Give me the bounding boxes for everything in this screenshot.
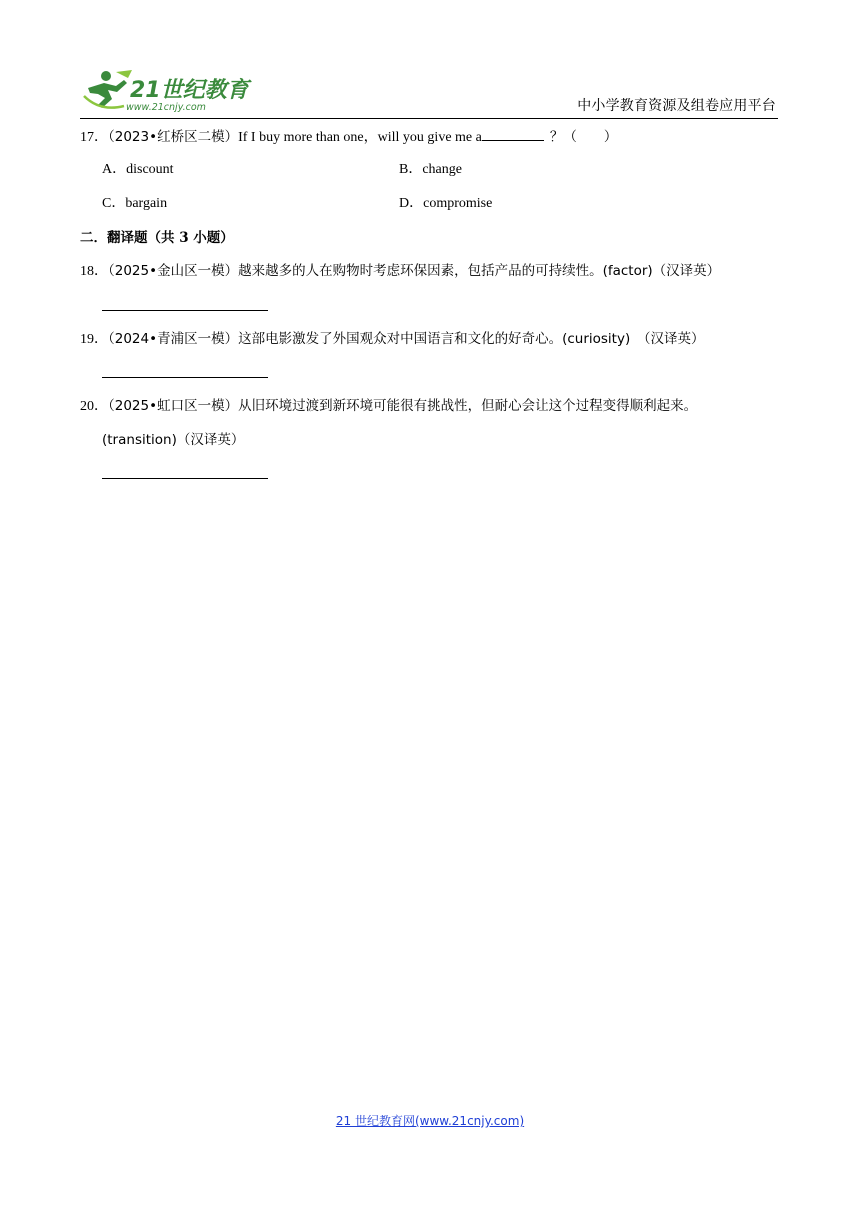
logo-sub-text: www.21cnjy.com bbox=[126, 102, 206, 113]
page-footer bbox=[0, 1112, 860, 1129]
answer-line bbox=[102, 478, 268, 479]
answer-line bbox=[102, 310, 268, 311]
question-20 bbox=[80, 397, 697, 416]
site-logo bbox=[80, 66, 260, 116]
question-text: 这部电影激发了外国观众对中国语言和文化的好奇心。(curiosity) （汉译英） bbox=[238, 331, 705, 347]
question-source: （2025•虹口区一模） bbox=[108, 398, 239, 414]
footer-link[interactable]: 21 世纪教育网(www.21cnjy.com) bbox=[335, 1114, 525, 1128]
option-letter: C． bbox=[102, 196, 126, 211]
question-18 bbox=[80, 262, 720, 281]
option-text: compromise bbox=[423, 196, 493, 211]
question-source: （2024•青浦区一模） bbox=[108, 331, 239, 347]
runner-logo-icon bbox=[84, 70, 132, 108]
option-a bbox=[102, 161, 174, 179]
question-number: 20． bbox=[80, 399, 108, 414]
page-header bbox=[80, 66, 778, 119]
question-source: （2025•金山区一模） bbox=[108, 263, 239, 279]
question-text: 越来越多的人在购物时考虑环保因素，包括产品的可持续性。(factor)（汉译英） bbox=[238, 263, 721, 279]
question-text: If I buy more than one，will you give me a bbox=[238, 130, 482, 145]
option-letter: B． bbox=[399, 162, 423, 177]
question-19 bbox=[80, 330, 704, 349]
question-text: 从旧环境过渡到新环境可能很有挑战性，但耐心会让这个过程变得顺利起来。 bbox=[238, 398, 698, 414]
question-17 bbox=[80, 127, 617, 147]
option-text: change bbox=[422, 162, 462, 177]
option-letter: D． bbox=[399, 196, 424, 211]
question-source: （2023•红桥区二模） bbox=[108, 129, 239, 145]
logo-main-text: 21世纪教育 bbox=[130, 78, 249, 103]
question-number: 18． bbox=[80, 264, 108, 279]
question-number: 17． bbox=[80, 130, 108, 145]
option-d bbox=[399, 195, 492, 213]
question-number: 19． bbox=[80, 332, 108, 347]
option-b bbox=[399, 161, 462, 179]
option-text: discount bbox=[126, 162, 174, 177]
option-text: bargain bbox=[125, 196, 168, 211]
question-text-end: ？（ ） bbox=[549, 129, 618, 145]
option-c bbox=[102, 195, 167, 213]
section-title: 二．翻译题（共 3 小题） bbox=[80, 230, 234, 246]
option-letter: A． bbox=[102, 162, 127, 177]
header-platform-title: 中小学教育资源及组卷应用平台 bbox=[577, 98, 776, 114]
answer-line bbox=[102, 377, 268, 378]
question-20-line2: (transition)（汉译英） bbox=[102, 432, 245, 448]
answer-blank bbox=[482, 127, 544, 141]
